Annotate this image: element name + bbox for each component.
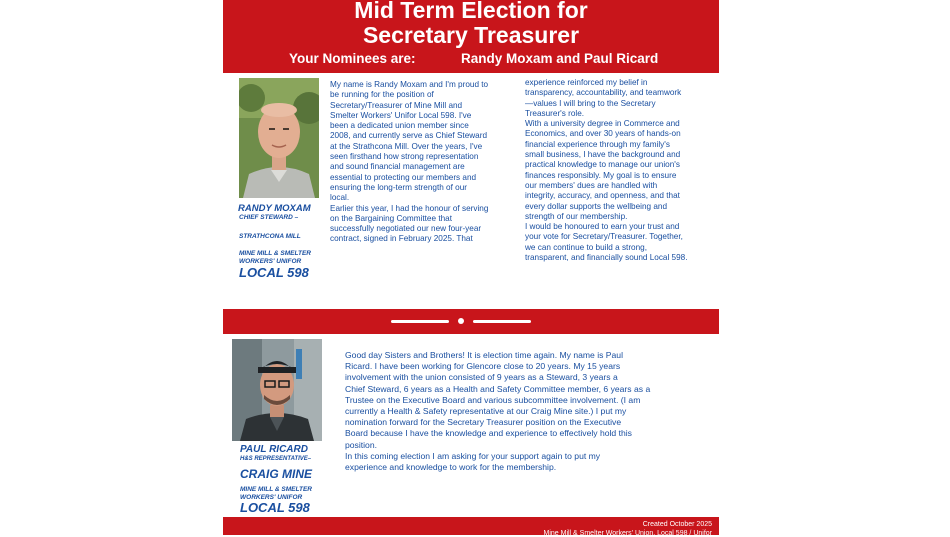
footer-org: Mine Mill & Smelter Workers' Union, Local 598 / Unifor [543,530,712,537]
statement-line: ensuring the long-term strength of our [330,182,467,192]
statement-line: 2008, and currently serve as Chief Steward [330,131,488,141]
statement-line: position. [345,439,378,450]
statement-line: Good day Sisters and Brothers! It is election time again. My name is Paul [345,350,623,360]
statement-line: be running for the position of [330,90,434,100]
statement-line: involvement with the union consisted of 9 years as a Steward, 3 years a [345,372,618,383]
statement-line: we can continue to build a strong, [525,242,647,252]
statement-line: been a dedicated union member since [330,121,469,131]
statement-line: successfully negotiated our new four-year [330,224,482,234]
statement-line: Board because I have the knowledge and experience to effectively hold this [345,428,632,439]
statement-line: your vote for Secretary/Treasurer. Together, [525,232,683,242]
section-divider [223,309,719,334]
divider-dash-left [391,320,449,323]
statement-line: and sound financial management are [330,162,465,172]
header-banner [223,0,719,73]
statement-line: —values I will bring to the Secretary [525,98,656,108]
footer-created: Created October 2025 [642,521,712,528]
statement-line: experience reinforced my belief in [525,78,648,87]
title-line-1: Mid Term Election for [354,0,588,23]
statement-line: practical knowledge to manage our union's [525,160,680,170]
statement-line: at the Strathcona Mill. Over the years, I've [330,141,483,151]
statement-line: finances responsibly. My goal is to ensure [525,170,677,180]
statement-line: Trustee on the Executive Board and various subcommittee involvement. (I am [345,394,641,405]
statement-line: I would be honoured to earn your trust and [525,222,680,232]
nominee1-statement-col2 [525,78,715,263]
statement-line: integrity, accuracy, and openness, and that [525,191,680,201]
statement-line: Chief Steward, 6 years as a Health and Safety Committee member, 6 years as a [345,383,651,394]
nominee1-role: CHIEF STEWARD – [239,214,299,221]
randy-moxam-photo [239,78,319,198]
statement-line: Smelter Workers' Unifor Local 598. I've [330,110,472,120]
nominees-label: Your Nominees are: [289,51,416,66]
nominee1-name: RANDY MOXAM [238,203,311,214]
nominee1-union-line1: MINE MILL & SMELTER [239,250,311,257]
nominee2-location: CRAIG MINE [240,467,312,481]
nominee1-union-line2: WORKERS' UNIFOR [239,258,302,265]
nominee1-statement-col1 [330,80,515,245]
statement-line: transparent, and financially sound Local 598. [525,253,688,263]
footer-banner [223,517,719,535]
nominee2-local: LOCAL 598 [240,500,310,515]
nominee2-name: PAUL RICARD [240,444,308,455]
statement-line: small business, I have the background and [525,150,681,160]
statement-line: on the Bargaining Committee that [330,213,452,223]
statement-line: My name is Randy Moxam and I'm proud to [330,80,489,89]
nominee2-union-line1: MINE MILL & SMELTER [240,486,312,493]
statement-line: financial experience through my family's [525,139,670,149]
statement-line: local. [330,193,350,203]
statement-line: our members' dues are handled with [525,180,658,190]
statement-line: every dollar supports the wellbeing and [525,201,668,211]
statement-line: Treasurer's role. [525,108,585,118]
statement-line: Earlier this year, I had the honour of serving [330,203,489,213]
statement-line: In this coming election I am asking for your support again to put my [345,450,601,461]
flyer-page [223,0,719,535]
nominee2-union-line2: WORKERS' UNIFOR [240,494,303,501]
divider-dot [458,318,464,324]
statement-line: strength of our membership. [525,211,628,221]
nominees-names: Randy Moxam and Paul Ricard [461,51,659,66]
statement-line: nomination forward for the Secretary Treasurer position on the Executive [345,417,622,428]
nominee2-statement [345,350,715,473]
statement-line: With a university degree in Commerce and [525,119,680,129]
nominee1-local: LOCAL 598 [239,265,309,280]
statement-line: currently a Health & Safety representative at our Craig Mine site.) I put my [345,406,627,417]
statement-line: Ricard. I have been working for Glencore close to 20 years. My 15 years [345,361,621,372]
title-line-2: Secretary Treasurer [362,22,580,48]
statement-line: contract, signed in February 2025. That [330,234,473,244]
nominee1-location: STRATHCONA MILL [239,233,301,240]
paul-ricard-photo [232,339,322,441]
statement-line: seen firsthand how strong representation [330,152,479,162]
statement-line: essential to protecting our members and [330,172,477,182]
statement-line: Economics, and over 30 years of hands-on [525,129,681,139]
statement-line: Secretary/Treasurer of Mine Mill and [330,100,463,110]
divider-dash-right [473,320,531,323]
statement-line: transparency, accountability, and teamwork [525,88,682,98]
statement-line: experience and knowledge to work for the membership. [345,462,557,473]
nominee2-role: H&S REPRESENTATIVE– [240,456,312,462]
